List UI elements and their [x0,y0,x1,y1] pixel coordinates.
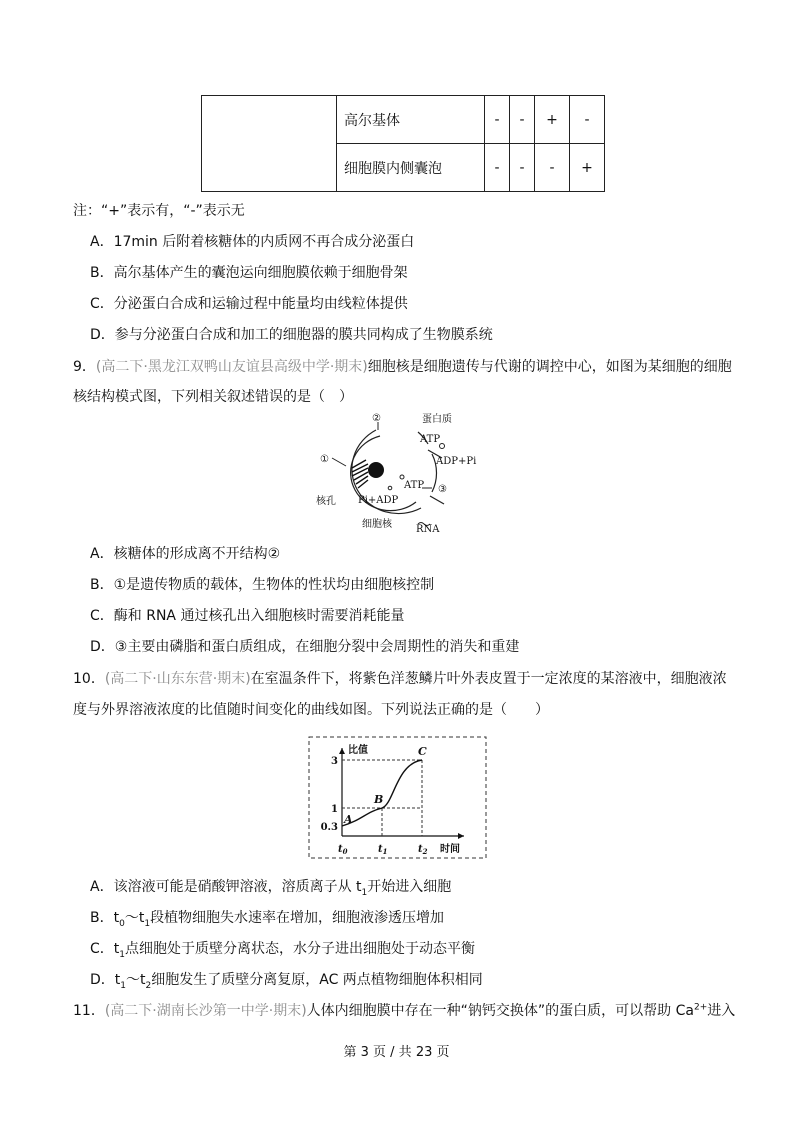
q9-stem-line2: 核结构模式图，下列相关叙述错误的是（ ） [73,389,353,405]
q10-option-d-text: D．t [90,972,121,988]
q8-option-c: C．分泌蛋白合成和运输过程中能量均由线粒体提供 [90,296,408,312]
q10-option-a-text: A．该溶液可能是硝酸钾溶液，溶质离子从 t [90,879,362,895]
q10-option-b-text3: 段植物细胞失水速率在增加，细胞液渗透压增加 [150,910,445,926]
diagram-label-pore: 核孔 [316,496,336,507]
point-label-a: A [344,813,353,826]
table-cell: - [485,144,510,192]
table-cell: + [570,144,605,192]
subscript: 1 [120,980,127,991]
x-axis-label: 时间 [440,844,460,855]
q10-option-d [90,969,483,991]
point-label-c: C [418,745,427,758]
y-tick-label: 3 [331,756,338,767]
page-footer: 第 3 页 / 共 23 页 [343,1045,450,1060]
q8-option-a: A．17min 后附着核糖体的内质网不再合成分泌蛋白 [90,234,415,250]
q10-option-d-text3: 细胞发生了质壁分离复原，AC 两点植物细胞体积相同 [151,972,483,988]
y-axis-arrow [339,748,345,754]
q10-option-d-text2: ～t [126,972,146,988]
q9-stem [73,356,732,376]
x-tick-label: $t_1$ [378,844,388,856]
organelle-table [201,95,605,192]
q10-stem-line1: 在室温条件下，将紫色洋葱鳞片叶外表皮置于一定浓度的某溶液中，细胞液浓 [250,671,727,687]
q10-number: 10． [73,671,105,687]
q10-option-c-text2: 点细胞处于质壁分离状态，水分子进出细胞处于动态平衡 [125,941,475,957]
q9-source: (高二下·黑龙江双鸭山友谊县高级中学·期末) [95,359,368,375]
subscript: 2 [145,980,152,991]
x-tick-label: $t_2$ [418,844,428,856]
diagram-label-pi-adp: Pi+ADP [358,495,399,506]
q11-source: (高二下·湖南长沙第一中学·期末) [104,1003,307,1019]
q9-option-d: D．③主要由磷脂和蛋白质组成，在细胞分裂中会周期性的消失和重建 [90,639,520,655]
y-axis-label: 比值 [348,745,368,756]
q8-option-b: B．高尔基体产生的囊泡运向细胞膜依赖于细胞骨架 [90,265,408,281]
q10-option-c-text: C．t [90,941,120,957]
x-axis-arrow [458,833,464,839]
ratio-chart [308,736,488,860]
diagram-label-rna: RNA [416,524,440,535]
diagram-label-1: ① [320,454,329,465]
q10-option-a [90,876,451,898]
table-note: 注：“+”表示有，“-”表示无 [73,203,245,219]
point-label-b: B [374,793,384,806]
diagram-label-nucleus: 细胞核 [362,519,392,530]
nucleus-diagram [310,408,495,536]
arrow-rna-out [430,496,444,504]
table-cell-name: 高尔基体 [337,96,485,144]
q11-stem-text2: 进入 [707,1003,736,1019]
q9-option-a: A．核糖体的形成离不开结构② [90,546,281,562]
y-tick-label: 0.3 [320,822,338,833]
q10-stem [73,668,727,688]
q9-stem-line1: 细胞核是细胞遗传与代谢的调控中心，如图为某细胞的细胞 [367,359,732,375]
diagram-label-protein: 蛋白质 [422,414,452,425]
q9-option-c: C．酶和 RNA 通过核孔出入细胞核时需要消耗能量 [90,608,405,624]
q10-stem-line2: 度与外界溶液浓度的比值随时间变化的曲线如图。下列说法正确的是（ ） [73,702,549,718]
table-cell: - [570,96,605,144]
q8-option-d: D．参与分泌蛋白合成和加工的细胞器的膜共同构成了生物膜系统 [90,327,493,343]
q11-number: 11． [73,1003,105,1019]
q9-option-b: B．①是遗传物质的载体，生物体的性状均由细胞核控制 [90,577,435,593]
subscript: 1 [119,949,125,960]
table-cell: + [535,96,570,144]
diagram-label-3: ③ [438,484,447,495]
diagram-label-adp-pi: ADP+Pi [436,456,477,467]
table-cell: - [535,144,570,192]
superscript: 2+ [693,1002,708,1013]
table-cell: - [485,96,510,144]
diagram-label-atp-top: ATP [420,434,441,445]
subscript: 1 [361,887,368,898]
nucleolus-icon [368,462,384,478]
q10-option-c [90,938,475,960]
q10-option-a-text2: 开始进入细胞 [367,879,452,895]
table-row [202,96,605,144]
table-blank-cell [202,96,337,192]
subscript: 1 [144,918,151,929]
table-cell: - [510,96,535,144]
x-tick-label: $t_0$ [338,844,348,856]
diagram-label-atp-bottom: ATP [404,480,425,491]
table-cell: - [510,144,535,192]
y-tick-label: 1 [331,804,338,815]
table-cell-name: 细胞膜内侧囊泡 [337,144,485,192]
q10-option-b-text: B．t [90,910,120,926]
subscript: 0 [119,918,125,929]
q10-source: (高二下·山东东营·期末) [104,671,251,687]
diagram-label-2: ② [372,413,381,424]
q10-option-b-text2: ～t [124,910,145,926]
q11-stem-text: 人体内细胞膜中存在一种“钠钙交换体”的蛋白质，可以帮助 Ca [306,1003,694,1019]
q9-number: 9． [73,359,96,375]
q11-stem [73,1000,735,1020]
q10-option-b [90,907,444,929]
